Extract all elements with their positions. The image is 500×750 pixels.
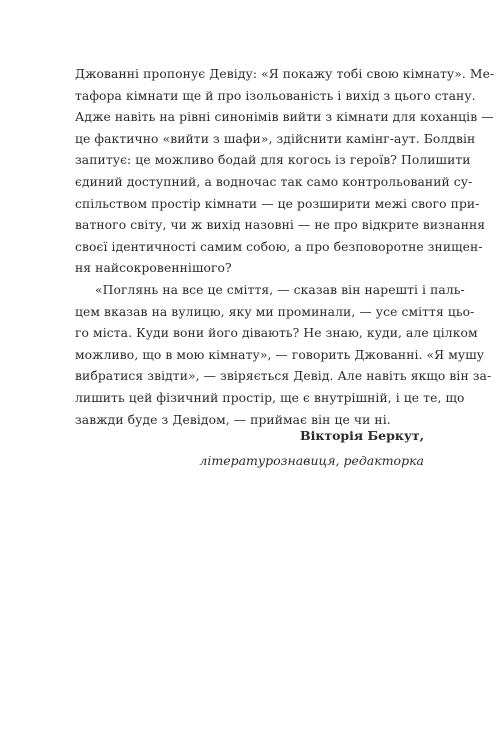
author-signature [199, 423, 424, 473]
text-line: лишить цей фізичний простір, ще є внутрішній, і це те, що [75, 390, 465, 405]
text-line: тафора кімнати ще й про ізольованість і вихід з цього стану. [75, 88, 476, 103]
text-line: вибратися звідти», — звіряється Девід. Але навіть якщо він за- [75, 369, 492, 384]
text-line: ватного світу, чи ж вихід назовні — не про відкрите визнання [75, 218, 486, 233]
text-line: завжди буде з Девідом, — приймає він це чи ні. [75, 412, 391, 427]
text-line: єдиний доступний, а водночас так само контрольований су- [75, 174, 473, 189]
text-line: цем вказав на вулицю, яку ми проминали, — усе сміття цьо- [75, 304, 475, 319]
text-line: ня найсокровеннішого? [75, 261, 232, 276]
text-line: це фактично «вийти з шафи», здійснити камінг-аут. Болдвін [75, 131, 476, 146]
essay-text [75, 64, 495, 431]
text-line: «Поглянь на все це сміття, — сказав він нарешті і паль- [95, 282, 465, 297]
text-line: Адже навіть на рівні синонімів вийти з кімнати для коханців — [75, 110, 494, 125]
author-name: Вікторія Беркут, [300, 428, 424, 443]
paragraph-2 [75, 280, 492, 431]
text-line: спільством простір кімнати — це розширити межі свого при- [75, 196, 480, 211]
text-line: запитує: це можливо бодай для когось із героїв? Полишити [75, 153, 471, 168]
text-line: Джованні пропонує Девіду: «Я покажу тобі свою кімнату». Ме- [75, 67, 495, 81]
paragraph-1 [75, 64, 495, 280]
text-line: можливо, що в мою кімнату», — говорить Джованні. «Я мушу [75, 347, 485, 362]
text-line: своєї ідентичності самим собою, а про безповоротне знищен- [75, 239, 483, 254]
text-line: го міста. Куди вони його дівають? Не знаю, куди, але цілком [75, 326, 478, 341]
author-role: літературознавиця, редакторка [199, 453, 424, 468]
